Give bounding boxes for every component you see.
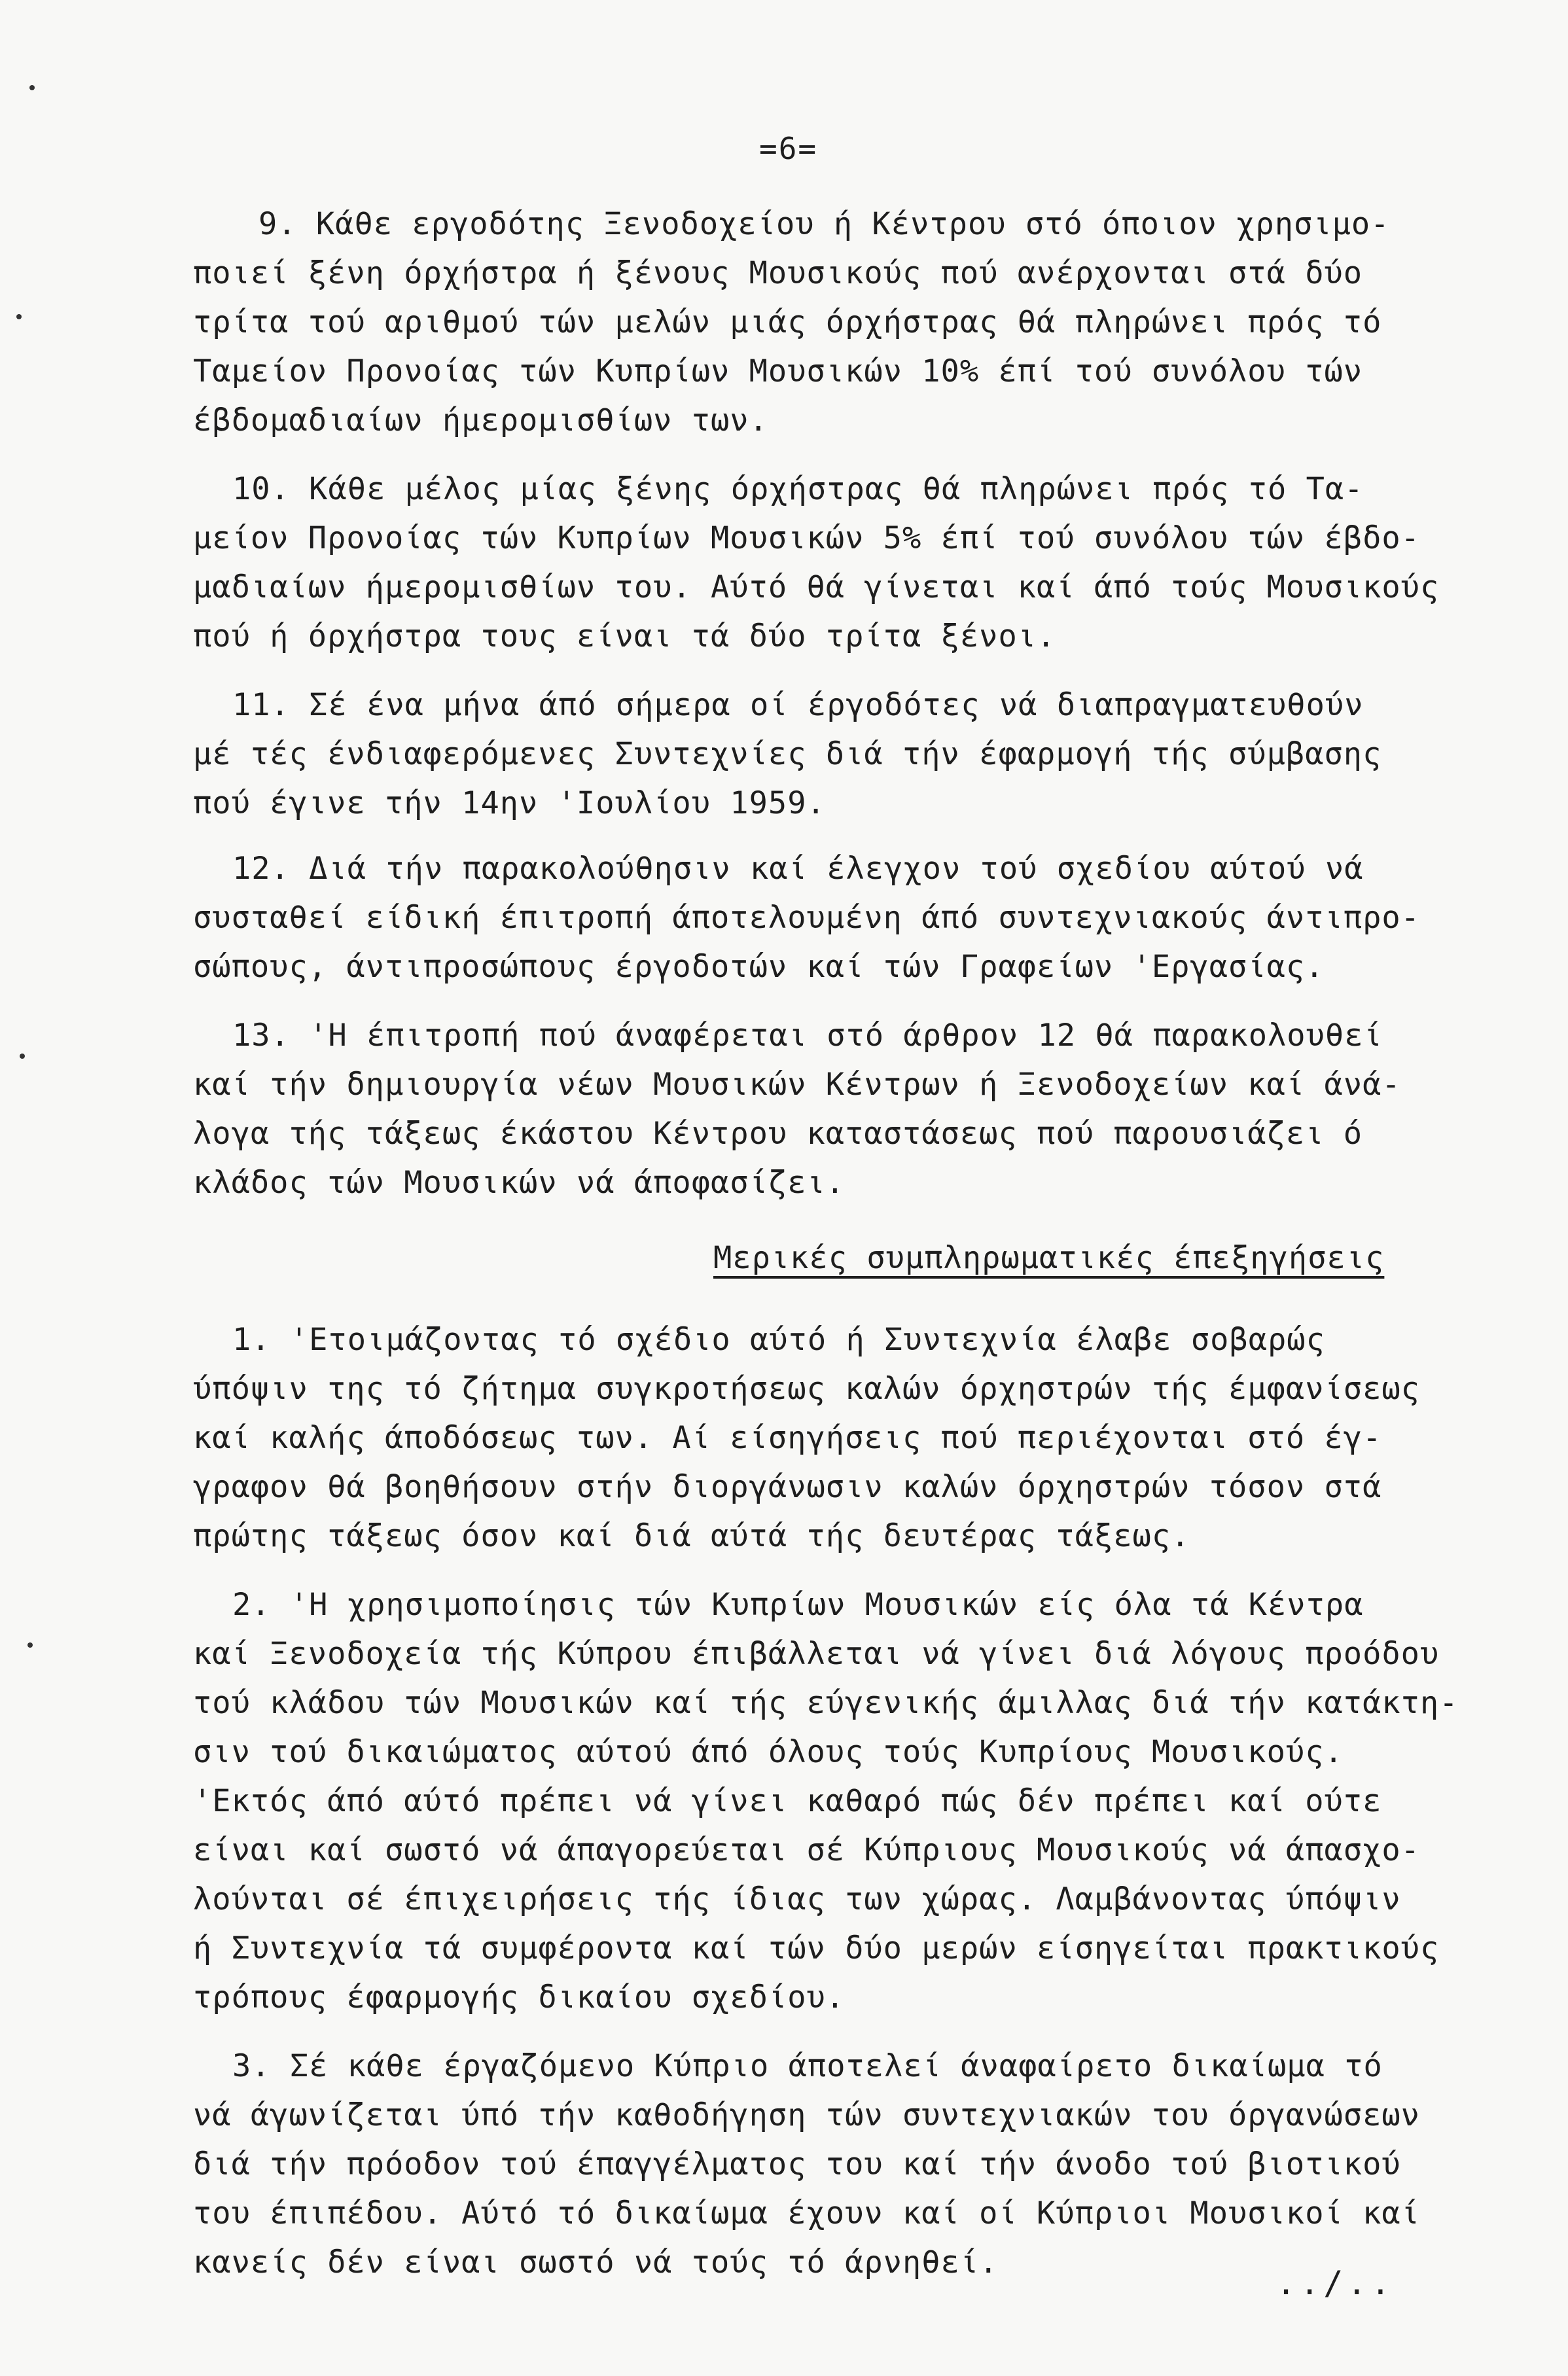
text-line: ύπόψιν της τό ζήτημα συγκροτήσεως καλών όρχηστρών τής έμφανίσεως	[193, 1371, 1420, 1407]
text-line: λογα τής τάξεως έκάστου Κέντρου καταστάσεως πού παρουσιάζει ό	[193, 1116, 1363, 1152]
text-line: 10. Κάθε μέλος μίας ξένης όρχήστρας θά πληρώνει πρός τό Τα-	[232, 471, 1364, 507]
text-line: κανείς δέν είναι σωστό νά τούς τό άρνηθεί.	[193, 2244, 999, 2280]
text-line: μείον Προνοίας τών Κυπρίων Μουσικών 5% έπί τού συνόλου τών έβδο-	[193, 520, 1420, 556]
text-line: 3. Σέ κάθε έργαζόμενο Κύπριο άποτελεί άναφαίρετο δικαίωμα τό	[232, 2048, 1383, 2084]
text-line: 9. Κάθε εργοδότης Ξενοδοχείου ή Κέντρου στό όποιον χρησιμο-	[258, 206, 1390, 242]
text-line: ποιεί ξένη όρχήστρα ή ξένους Μουσικούς πού ανέρχονται στά δύο	[193, 255, 1363, 291]
text-line: νά άγωνίζεται ύπό τήν καθοδήγηση τών συντεχνιακών του όργανώσεων	[193, 2097, 1420, 2133]
text-line: καί τήν δημιουργία νέων Μουσικών Κέντρων ή Ξενοδοχείων καί άνά-	[193, 1067, 1401, 1103]
paragraph-12	[193, 844, 1420, 991]
page-number: =6=	[759, 131, 818, 166]
text-line: 11. Σέ ένα μήνα άπό σήμερα οί έργοδότες νά διαπραγματευθούν	[232, 687, 1364, 723]
text-line: διά τήν πρόοδον τού έπαγγέλματος του καί τήν άνοδο τού βιοτικού	[193, 2146, 1401, 2182]
scan-speck	[27, 1642, 33, 1648]
text-line: 13. 'Η έπιτροπή πού άναφέρεται στό άρθρον 12 θά παρακολουθεί	[232, 1018, 1383, 1054]
text-line: λούνται σέ έπιχειρήσεις τής ίδιας των χώρας. Λαμβάνοντας ύπόψιν	[193, 1881, 1401, 1917]
text-line: του έπιπέδου. Αύτό τό δικαίωμα έχουν καί οί Κύπριοι Μουσικοί καί	[193, 2195, 1420, 2231]
note-1	[193, 1315, 1420, 1561]
paragraph-9	[193, 200, 1390, 445]
text-line: 2. 'Η χρησιμοποίησις τών Κυπρίων Μουσικών είς όλα τά Κέντρα	[232, 1587, 1364, 1623]
text-line: τρόπους έφαρμογής δικαίου σχεδίου.	[193, 1979, 846, 2015]
note-2	[193, 1580, 1459, 2022]
text-line: Ταμείον Προνοίας τών Κυπρίων Μουσικών 10% έπί τού συνόλου τών	[193, 353, 1363, 389]
text-line: τού κλάδου τών Μουσικών καί τής εύγενικής άμιλλας διά τήν κατάκτη-	[193, 1685, 1459, 1721]
text-line: έβδομαδιαίων ήμερομισθίων των.	[193, 402, 768, 438]
text-line: τρίτα τού αριθμού τών μελών μιάς όρχήστρας θά πληρώνει πρός τό	[193, 304, 1382, 340]
scan-speck	[29, 85, 35, 90]
text-line: σιν τού δικαιώματος αύτού άπό όλους τούς Κυπρίους Μουσικούς.	[193, 1734, 1344, 1770]
note-3	[193, 2042, 1420, 2287]
text-line: ή Συντεχνία τά συμφέροντα καί τών δύο μερών είσηγείται πρακτικούς	[193, 1930, 1440, 1966]
text-line: σώπους, άντιπροσώπους έργοδοτών καί τών Γραφείων 'Εργασίας.	[193, 949, 1325, 985]
text-line: είναι καί σωστό νά άπαγορεύεται σέ Κύπριους Μουσικούς νά άπασχο-	[193, 1832, 1420, 1868]
text-line: 12. Διά τήν παρακολούθησιν καί έλεγχον τού σχεδίου αύτού νά	[232, 851, 1364, 887]
text-line: πρώτης τάξεως όσον καί διά αύτά τής δευτέρας τάξεως.	[193, 1518, 1190, 1554]
text-line: μαδιαίων ήμερομισθίων του. Αύτό θά γίνεται καί άπό τούς Μουσικούς	[193, 569, 1440, 605]
text-line: καί Ξενοδοχεία τής Κύπρου έπιβάλλεται νά γίνει διά λόγους προόδου	[193, 1636, 1440, 1672]
paragraph-10	[193, 465, 1439, 661]
continuation-mark: ../..	[1276, 2264, 1395, 2302]
paragraph-13	[193, 1011, 1401, 1207]
text-line: μέ τές ένδιαφερόμενες Συντεχνίες διά τήν έφαρμογή τής σύμβασης	[193, 736, 1382, 772]
text-line: συσταθεί είδική έπιτροπή άποτελουμένη άπό συντεχνιακούς άντιπρο-	[193, 900, 1420, 936]
paragraph-11	[193, 681, 1381, 828]
text-line: 'Εκτός άπό αύτό πρέπει νά γίνει καθαρό πώς δέν πρέπει καί ούτε	[193, 1783, 1382, 1819]
section-heading: Μερικές συμπληρωματικές έπεξηγήσεις	[713, 1240, 1385, 1276]
scan-speck	[16, 314, 22, 319]
text-line: γραφον θά βοηθήσουν στήν διοργάνωσιν καλών όρχηστρών τόσον στά	[193, 1469, 1382, 1505]
text-line: 1. 'Ετοιμάζοντας τό σχέδιο αύτό ή Συντεχνία έλαβε σοβαρώς	[232, 1322, 1325, 1358]
text-line: κλάδος τών Μουσικών νά άποφασίζει.	[193, 1165, 846, 1201]
text-line: πού ή όρχήστρα τους είναι τά δύο τρίτα ξένοι.	[193, 618, 1056, 654]
text-line: καί καλής άποδόσεως των. Αί είσηγήσεις πού περιέχονται στό έγ-	[193, 1420, 1382, 1456]
text-line: πού έγινε τήν 14ην 'Ιουλίου 1959.	[193, 785, 826, 821]
scan-speck	[20, 1054, 25, 1059]
